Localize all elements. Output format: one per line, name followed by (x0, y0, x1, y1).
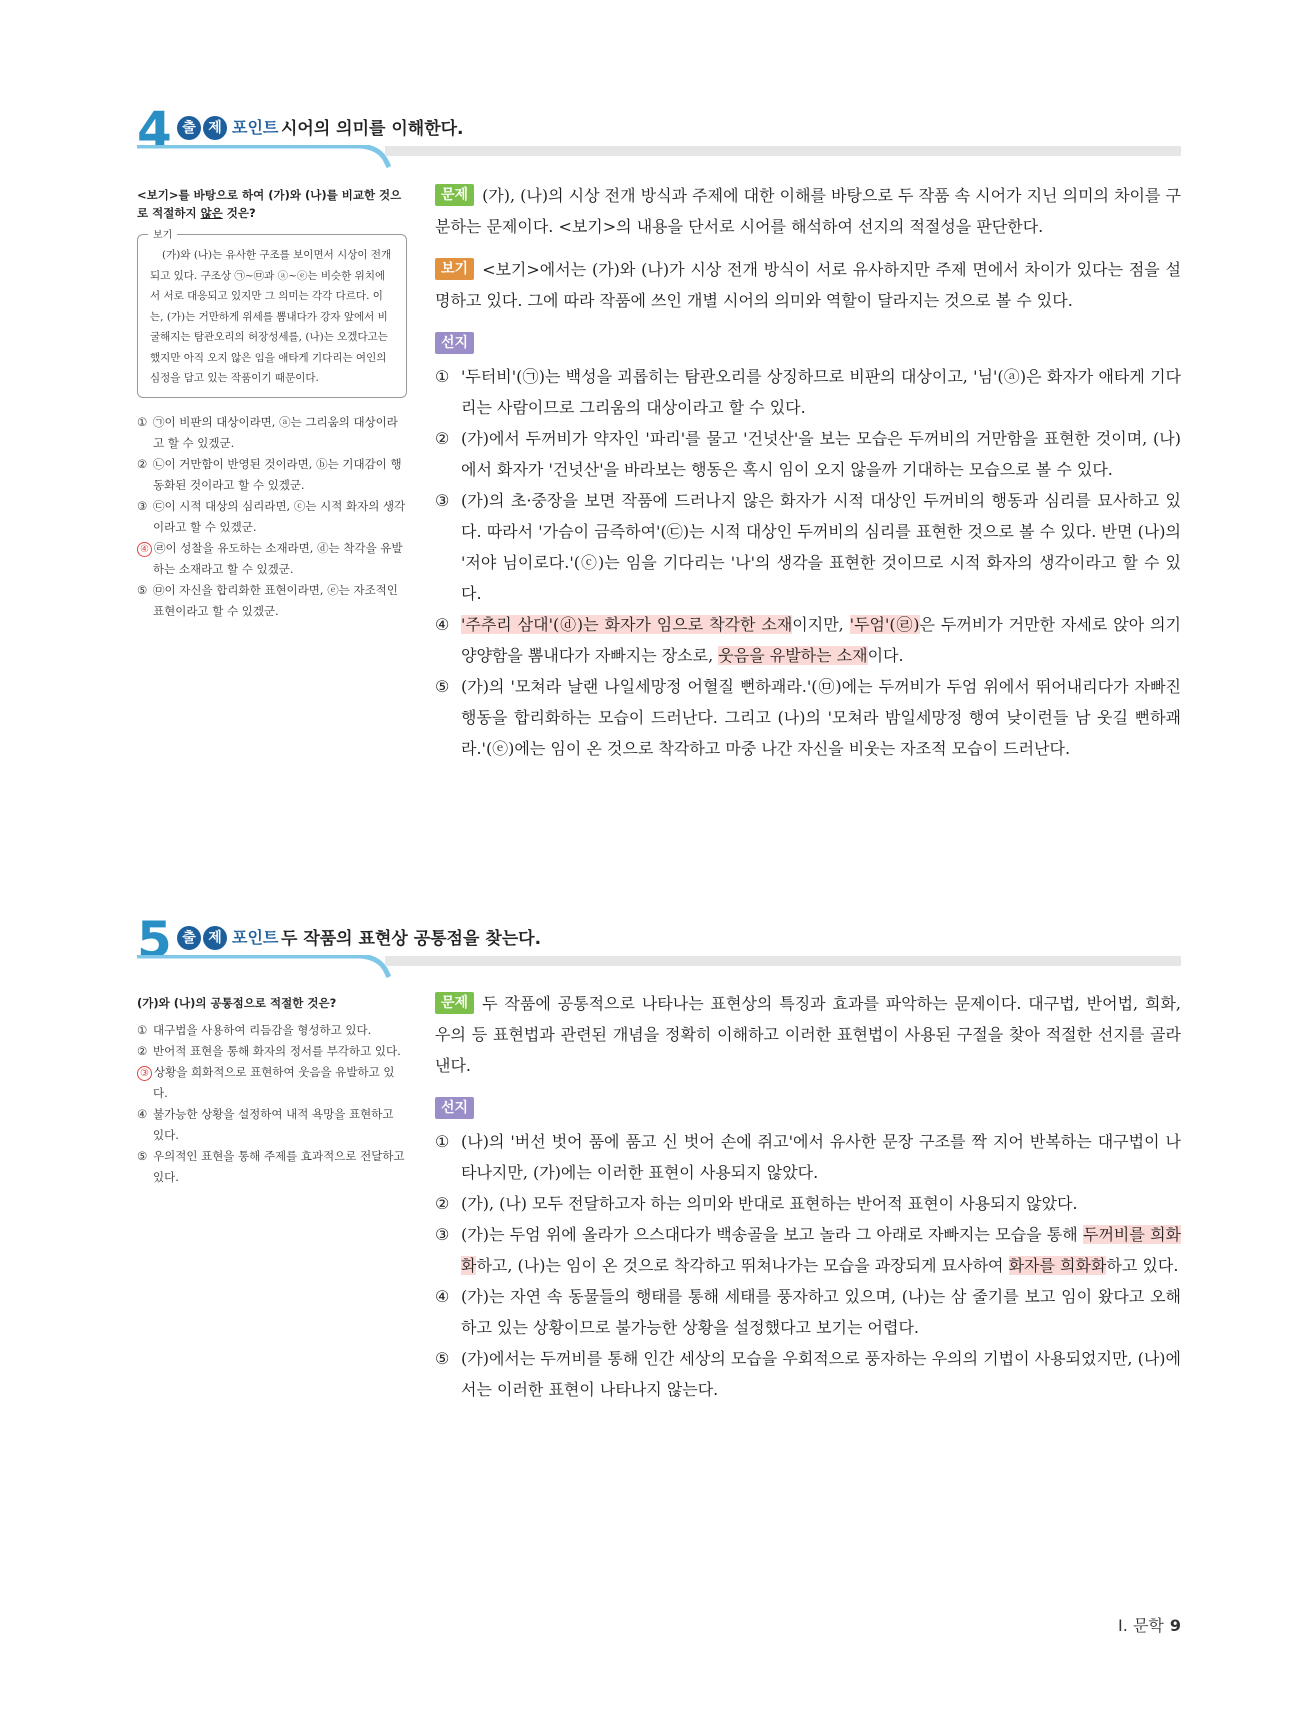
choice-item: ① '두터비'(㉠)는 백성을 괴롭히는 탐관오리를 상징하므로 비판의 대상이고, '님'(ⓐ)은 화자가 애타게 기다리는 사람이므로 그리움의 대상이라고 할 수 있다. (435, 367, 1181, 417)
seonji-tag: 선지 (435, 1097, 474, 1119)
option-list (137, 1020, 407, 1188)
choice-item: ④ (가)는 자연 속 동물들의 행태를 통해 세태를 풍자하고 있으며, (나)는 삼 줄기를 보고 임이 왔다고 오해하고 있는 상황이므로 불가능한 상황을 설정했다고 보기는 어렵다. (435, 1287, 1181, 1337)
highlight: 웃음을 유발하는 소재 (718, 646, 868, 665)
section-5-header (137, 910, 1181, 980)
section-title: 두 작품의 표현상 공통점을 찾는다. (281, 929, 542, 949)
chapter-label: Ⅰ. 문학 (1118, 1616, 1164, 1635)
munje-paragraph: 문제 (가), (나)의 시상 전개 방식과 주제에 대한 이해를 바탕으로 두 작품 속 시어가 지닌 의미의 차이를 구분하는 문제이다. <보기>의 내용을 단서로 시어를 해석하여 선지의 적절성을 판단한다. (435, 186, 1181, 236)
munje-paragraph: 문제 두 작품에 공통적으로 나타나는 표현상의 특징과 효과를 파악하는 문제이다. 대구법, 반어법, 희화, 우의 등 표현법과 관련된 개념을 정확히 이해하고 이러한 표현법이 사용된 구절을 찾아 적절한 선지를 골라낸다. (435, 994, 1181, 1075)
choice-item: ⑤ (가)의 '모쳐라 날랜 나일세망정 어혈질 뻔하괘라.'(㉤)에는 두꺼비가 두엄 위에서 뛰어내리다가 자빠진 행동을 합리화하는 모습이 드러난다. 그리고 (나)의 '모쳐라 밤일세망정 행여 낮이런들 남 웃길 뻔하괘라.'(ⓔ)에는 임이 온 것으로 착각하고 마중 나간 자신을 비웃는 자조적 모습이 드러난다. (435, 677, 1181, 758)
munje-tag: 문제 (435, 184, 474, 206)
answer-circle: ④ (137, 542, 152, 557)
choice-item: ⑤ (가)에서는 두꺼비를 통해 인간 세상의 모습을 우회적으로 풍자하는 우의의 기법이 사용되었지만, (나)에서는 이러한 표현이 나타나지 않는다. (435, 1349, 1181, 1399)
option-item: ⑤ ㉤이 자신을 합리화한 표현이라면, ⓔ는 자조적인 표현이라고 할 수 있겠군. (137, 582, 398, 618)
choice-item: ① (나)의 '버선 벗어 품에 품고 신 벗어 손에 쥐고'에서 유사한 문장 구조를 짝 지어 반복하는 대구법이 나타나지만, (가)에는 이러한 표현이 사용되지 않았다. (435, 1132, 1181, 1182)
option-item: ② 반어적 표현을 통해 화자의 정서를 부각하고 있다. (137, 1044, 401, 1058)
option-item: ⑤ 우의적인 표현을 통해 주제를 효과적으로 전달하고 있다. (137, 1149, 405, 1184)
seonji-tag: 선지 (435, 332, 474, 354)
header-rule (137, 955, 1181, 981)
option-item: ③ ㉢이 시적 대상의 심리라면, ⓒ는 시적 화자의 생각이라고 할 수 있겠군. (137, 498, 406, 534)
option-list (137, 412, 407, 622)
section-5-question-column (137, 994, 407, 1188)
section-5-explanation (435, 988, 1181, 1405)
bogi-text: (가)와 (나)는 유사한 구조를 보이면서 시상이 전개되고 있다. 구조상 ㉠~㉤과 ⓐ~ⓔ는 비슷한 위치에서 서로 대응되고 있지만 그 의미는 각각 다르다. 이는, (가)는 거만하게 위세를 뽐내다가 강자 앞에서 비굴해지는 탐관오리의 허장성세를, (나)는 오겠다고는 했지만 아직 오지 않은 임을 애타게 기다리는 여인의 심정을 담고 있는 작품이기 때문이다. (150, 249, 392, 384)
bogi-tag: 보기 (435, 258, 474, 280)
option-item: ① ㉠이 비판의 대상이라면, ⓐ는 그리움의 대상이라고 할 수 있겠군. (137, 414, 398, 450)
page-number: 9 (1169, 1616, 1181, 1635)
point-label: 포인트 (232, 928, 279, 947)
option-item-answer: ④ ㉣이 성찰을 유도하는 소재라면, ⓓ는 착각을 유발하는 소재라고 할 수 있겠군. (137, 538, 407, 580)
choice-item-answer: ③ (가)는 두엄 위에 올라가 으스대다가 백송골을 보고 놀라 그 아래로 자빠지는 모습을 통해 두꺼비를 희화화하고, (나)는 임이 온 것으로 착각하고 뛰쳐나가는 모습을 과장되게 묘사하여 화자를 희화화하고 있다. (435, 1225, 1182, 1275)
point-label: 포인트 (232, 118, 279, 137)
badge-je: 제 (203, 926, 227, 950)
choice-item-answer: ④ '주추리 삼대'(ⓓ)는 화자가 임으로 착각한 소재이지만, '두엄'(㉣)은 두꺼비가 거만한 자세로 앉아 의기양양함을 뽐내다가 자빠지는 장소로, 웃음을 유발하는 소재이다. (435, 615, 1181, 665)
badge-chul: 출 (177, 926, 201, 950)
section-number: 5 (137, 911, 172, 969)
badge-je: 제 (203, 116, 227, 140)
choice-list (435, 361, 1181, 764)
choice-item: ② (가)에서 두꺼비가 약자인 '파리'를 물고 '건넛산'을 보는 모습은 두꺼비의 거만함을 표현한 것이며, (나)에서 화자가 '건넛산'을 바라보는 행동은 혹시 임이 오지 않을까 기대하는 모습으로 볼 수 있다. (435, 429, 1181, 479)
highlight: 두꺼비를 희화화 (461, 1225, 1182, 1275)
choice-list (435, 1126, 1181, 1405)
option-item: ④ 불가능한 상황을 설정하여 내적 욕망을 표현하고 있다. (137, 1107, 394, 1142)
option-item-answer: ③ 상황을 희화적으로 표현하여 웃음을 유발하고 있다. (137, 1062, 407, 1104)
option-item: ② ㉡이 거만함이 반영된 것이라면, ⓑ는 기대감이 행동화된 것이라고 할 수 있겠군. (137, 456, 402, 492)
highlight: '두엄'(㉣) (849, 615, 920, 634)
bogi-label: 보기 (148, 226, 177, 247)
option-item: ① 대구법을 사용하여 리듬감을 형성하고 있다. (137, 1023, 372, 1037)
bogi-paragraph: 보기 <보기>에서는 (가)와 (나)가 시상 전개 방식이 서로 유사하지만 주제 면에서 차이가 있다는 점을 설명하고 있다. 그에 따라 작품에 쓰인 개별 시어의 의미와 역할이 달라지는 것으로 볼 수 있다. (435, 260, 1181, 310)
highlight: 화자를 희화화 (1008, 1256, 1107, 1275)
section-4-header (137, 100, 1181, 170)
highlight: '주추리 삼대'(ⓓ)는 화자가 임으로 착각한 소재 (461, 615, 793, 634)
header-rule (137, 145, 1181, 171)
bogi-box (137, 230, 407, 398)
section-title: 시어의 의미를 이해한다. (281, 119, 464, 139)
choice-item: ② (가), (나) 모두 전달하고자 하는 의미와 반대로 표현하는 반어적 표현이 사용되지 않았다. (435, 1194, 1078, 1213)
answer-circle: ③ (137, 1066, 152, 1081)
section-4-question-column (137, 186, 407, 622)
munje-tag: 문제 (435, 992, 474, 1014)
question-text: (가)와 (나)의 공통점으로 적절한 것은? (137, 996, 337, 1010)
question-text: <보기>를 바탕으로 하여 (가)와 (나)를 비교한 것으로 적절하지 않은 것은? (137, 188, 402, 220)
page-footer (1118, 1613, 1181, 1636)
badge-chul: 출 (177, 116, 201, 140)
choice-item: ③ (가)의 초·중장을 보면 작품에 드러나지 않은 화자가 시적 대상인 두꺼비의 행동과 심리를 묘사하고 있다. 따라서 '가슴이 금즉하여'(㉢)는 시적 대상인 두꺼비의 심리를 표현한 것으로 볼 수 있다. 반면 (나)의 '저야 님이로다.'(ⓒ)는 임을 기다리는 '나'의 생각을 표현한 것이므로 시적 화자의 생각이라고 할 수 있다. (435, 491, 1181, 603)
section-4-explanation (435, 180, 1181, 764)
section-number: 4 (137, 101, 172, 159)
